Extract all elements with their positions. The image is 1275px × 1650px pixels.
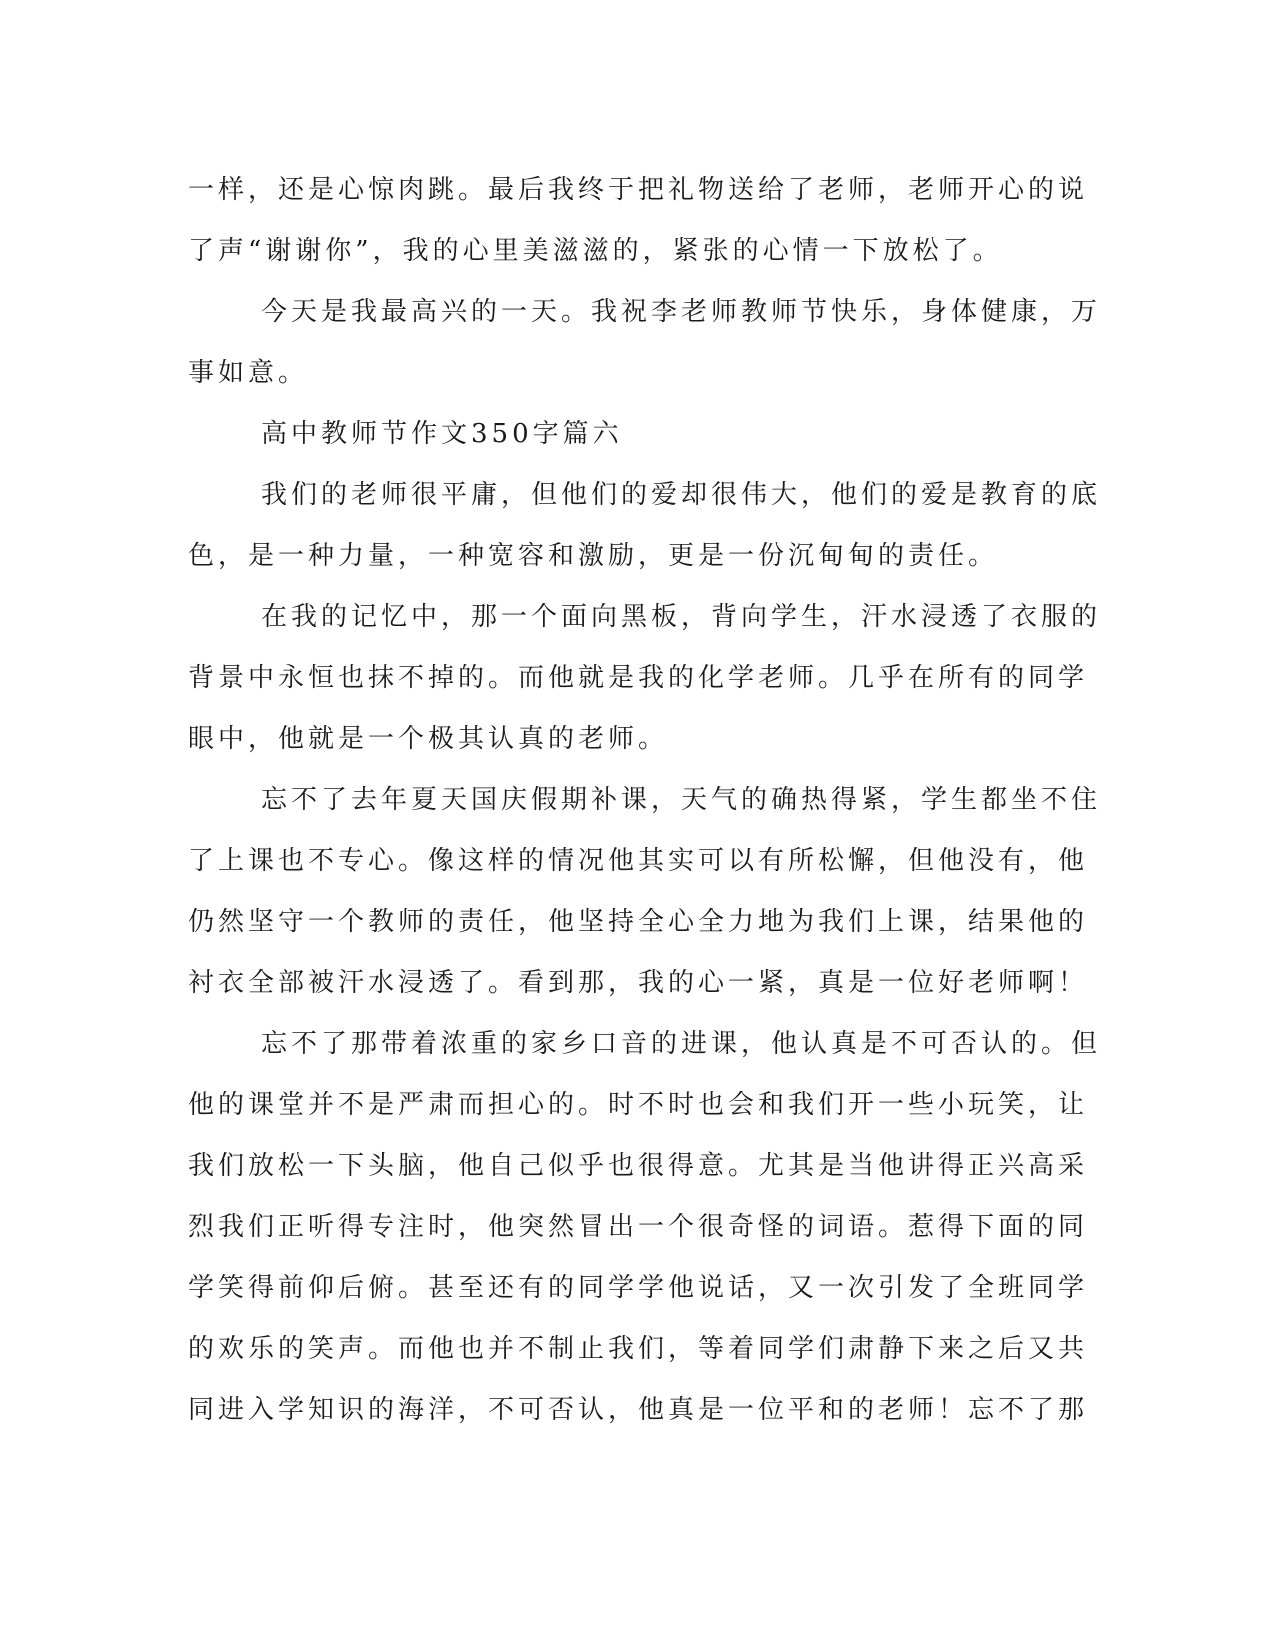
text-line: 衬衣全部被汗水浸透了。看到那，我的心一紧，真是一位好老师啊！ <box>188 968 1089 998</box>
text-line: 背景中永恒也抹不掉的。而他就是我的化学老师。几乎在所有的同学 <box>188 663 1089 693</box>
text-line: 了声“谢谢你”，我的心里美滋滋的，紧张的心情一下放松了。 <box>188 236 1003 266</box>
text-line: 眼中，他就是一个极其认真的老师。 <box>188 724 669 754</box>
text-line: 的欢乐的笑声。而他也并不制止我们，等着同学们肃静下来之后又共 <box>188 1334 1089 1364</box>
text-line: 仍然坚守一个教师的责任，他坚持全心全力地为我们上课，结果他的 <box>188 907 1089 937</box>
paragraph-start: 今天是我最高兴的一天。我祝李老师教师节快乐，身体健康，万 <box>261 297 1102 327</box>
paragraph-start: 我们的老师很平庸，但他们的爱却很伟大，他们的爱是教育的底 <box>261 480 1102 510</box>
text-line: 一样，还是心惊肉跳。最后我终于把礼物送给了老师，老师开心的说 <box>188 175 1089 205</box>
text-line: 同进入学知识的海洋，不可否认，他真是一位平和的老师！忘不了那 <box>188 1395 1089 1425</box>
document-body <box>188 160 1102 1441</box>
text-line: 事如意。 <box>188 358 309 388</box>
text-line: 我们放松一下头脑，他自己似乎也很得意。尤其是当他讲得正兴高采 <box>188 1151 1089 1181</box>
text-line: 学笑得前仰后俯。甚至还有的同学学他说话，又一次引发了全班同学 <box>188 1273 1089 1303</box>
paragraph-start: 忘不了那带着浓重的家乡口音的进课，他认真是不可否认的。但 <box>261 1029 1102 1059</box>
section-heading: 高中教师节作文350字篇六 <box>261 419 623 449</box>
paragraph-start: 在我的记忆中，那一个面向黑板，背向学生，汗水浸透了衣服的 <box>261 602 1102 632</box>
text-line: 了上课也不专心。像这样的情况他其实可以有所松懈，但他没有，他 <box>188 846 1089 876</box>
text-line: 他的课堂并不是严肃而担心的。时不时也会和我们开一些小玩笑，让 <box>188 1090 1089 1120</box>
text-line: 色，是一种力量，一种宽容和激励，更是一份沉甸甸的责任。 <box>188 541 999 571</box>
text-line: 烈我们正听得专注时，他突然冒出一个很奇怪的词语。惹得下面的同 <box>188 1212 1089 1242</box>
paragraph-start: 忘不了去年夏天国庆假期补课，天气的确热得紧，学生都坐不住 <box>261 785 1102 815</box>
